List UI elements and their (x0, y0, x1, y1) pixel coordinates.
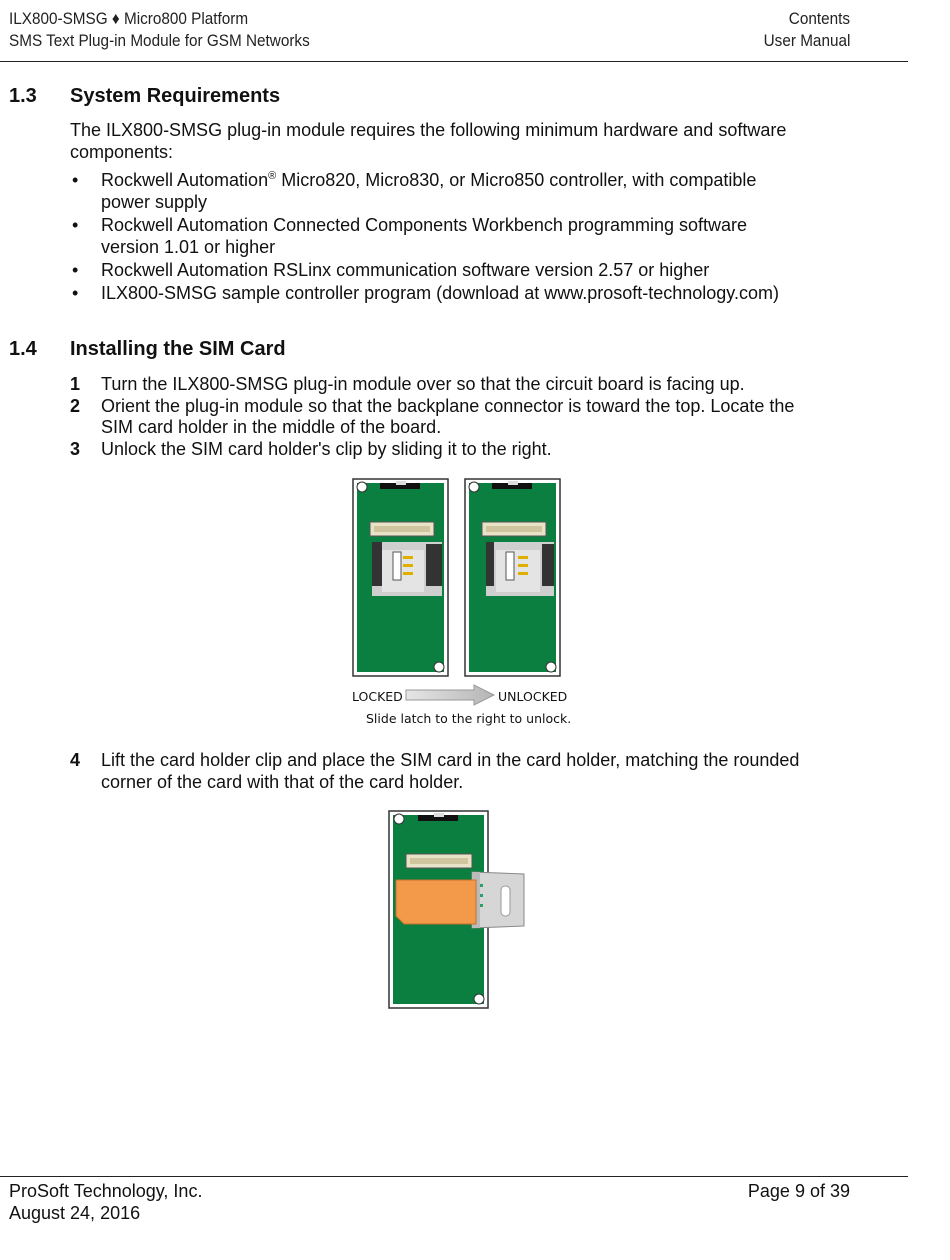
bullet-icon: • (72, 215, 79, 235)
step-text-continuation: SIM card holder in the middle of the board. (101, 417, 442, 437)
header-section-name: Contents (788, 9, 850, 28)
sim-holder-lock-figure (350, 476, 570, 688)
list-item: Rockwell Automation RSLinx communication software version 2.57 or higher (101, 260, 710, 280)
board-locked-illustration (353, 479, 448, 676)
registered-mark: ® (268, 170, 277, 182)
page-number: Page 9 of 39 (747, 1181, 850, 1201)
step-text-continuation: corner of the card with that of the card holder. (101, 772, 464, 792)
figure-caption: Slide latch to the right to unlock. (366, 711, 572, 726)
list-item: ILX800-SMSG sample controller program (download at www.prosoft-technology.com) (101, 283, 779, 303)
footer-date: August 24, 2016 (9, 1203, 141, 1223)
footer-company: ProSoft Technology, Inc. (9, 1181, 203, 1201)
intro-paragraph-line1: The ILX800-SMSG plug-in module requires the following minimum hardware and software (70, 120, 787, 140)
header-rule (0, 61, 908, 62)
slide-right-arrow-icon (404, 684, 496, 706)
list-item: Rockwell Automation Connected Components Workbench programming software (101, 215, 747, 235)
unlocked-label: UNLOCKED (498, 689, 568, 704)
bullet-icon: • (72, 170, 79, 190)
list-item-text: Micro820, Micro830, or Micro850 controller, with compatible (276, 170, 757, 190)
list-item-continuation: power supply (101, 192, 208, 212)
board-unlocked-illustration (465, 479, 560, 676)
list-item-text: Rockwell Automation (101, 170, 269, 190)
locked-label: LOCKED (352, 689, 403, 704)
step-number: 3 (70, 439, 81, 459)
step-number: 1 (70, 374, 81, 394)
list-item (101, 169, 756, 191)
step-number: 2 (70, 396, 81, 416)
bullet-icon: • (72, 260, 79, 280)
header-product-title: ILX800-SMSG ♦ Micro800 Platform (9, 9, 249, 28)
step-number: 4 (70, 750, 81, 770)
sim-card-insertion-figure (386, 808, 531, 1012)
step-text: Orient the plug-in module so that the backplane connector is toward the top. Locate the (101, 396, 795, 416)
section-title: System Requirements (70, 85, 281, 107)
list-item-continuation: version 1.01 or higher (101, 237, 276, 257)
step-text: Turn the ILX800-SMSG plug-in module over so that the circuit board is facing up. (101, 374, 745, 394)
header-product-subtitle: SMS Text Plug-in Module for GSM Networks (9, 31, 310, 50)
footer-rule (0, 1176, 908, 1177)
section-number: 1.3 (9, 85, 37, 107)
step-text: Unlock the SIM card holder's clip by sliding it to the right. (101, 439, 552, 459)
section-title: Installing the SIM Card (70, 338, 286, 360)
section-number: 1.4 (9, 338, 37, 360)
intro-paragraph-line2: components: (70, 142, 174, 162)
bullet-icon: • (72, 283, 79, 303)
step-text: Lift the card holder clip and place the SIM card in the card holder, matching the rounded (101, 750, 800, 770)
header-doc-type: User Manual (763, 31, 850, 50)
